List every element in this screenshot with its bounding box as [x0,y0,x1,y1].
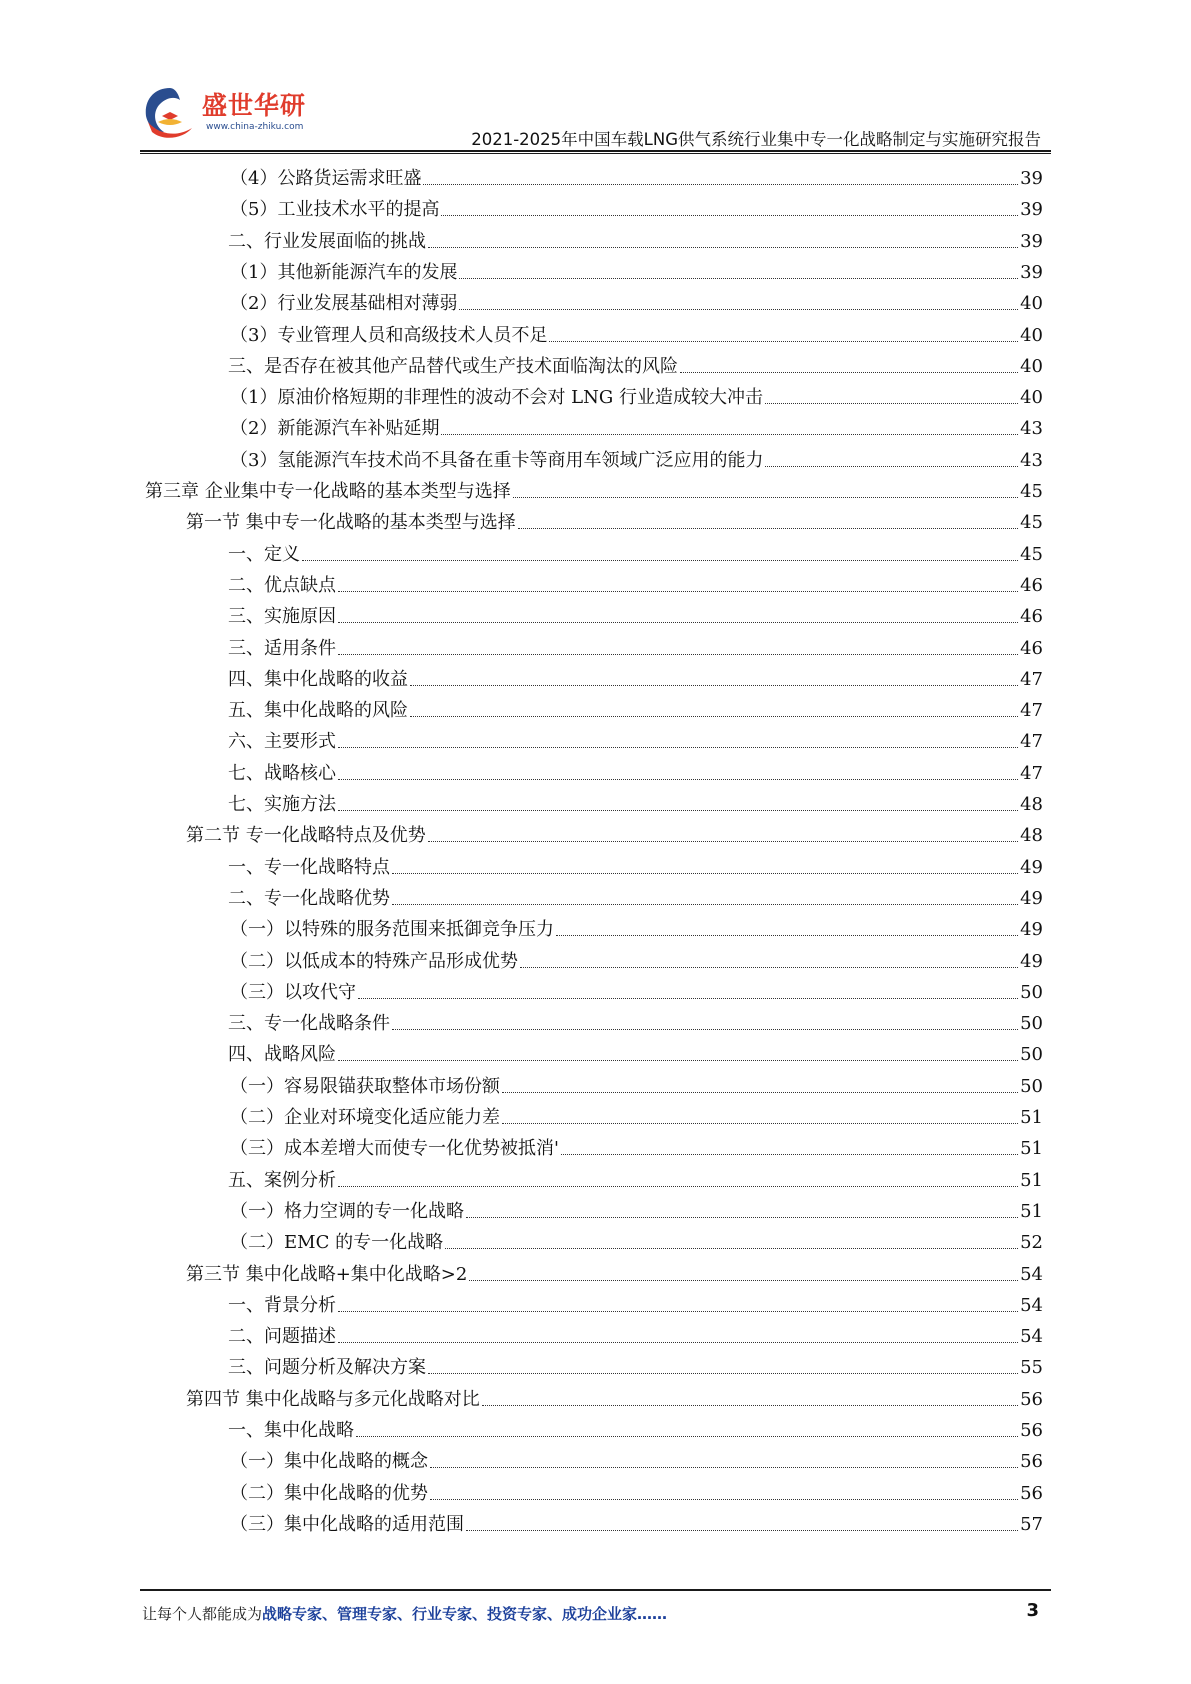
toc-entry-label: 一、背景分析 [228,1294,336,1316]
toc-leader-dots [338,1186,1018,1187]
toc-entry-label: 三、问题分析及解决方案 [228,1357,426,1379]
toc-entry-page: 46 [1020,637,1043,659]
toc-entry-label: 第三节 集中化战略+集中化战略>2 [186,1263,468,1285]
toc-entry[interactable] [228,1349,1043,1380]
toc-entry[interactable] [145,473,1043,504]
toc-entry-page: 39 [1020,199,1043,221]
toc-entry[interactable] [186,1256,1043,1287]
toc-entry-page: 47 [1020,700,1043,722]
toc-entry[interactable] [186,504,1043,535]
toc-entry-label: 二、专一化战略优势 [228,887,390,909]
toc-entry[interactable] [228,1162,1043,1193]
toc-entry-label: 四、战略风险 [228,1044,336,1066]
toc-entry-page: 50 [1020,981,1043,1003]
toc-leader-dots [338,810,1018,811]
logo-text: 盛世华研 [202,91,307,120]
toc-entry-page: 39 [1020,261,1043,283]
page-header [0,0,1191,160]
toc-entry[interactable] [230,317,1043,348]
toc-entry-label: 三、适用条件 [228,637,336,659]
toc-entry-page: 39 [1020,168,1043,189]
toc-leader-dots [338,779,1018,780]
toc-entry-label: 一、专一化战略特点 [228,856,390,878]
toc-entry[interactable] [228,223,1043,254]
toc-leader-dots [502,1123,1018,1124]
toc-entry-label: （3）氢能源汽车技术尚不具备在重卡等商用车领域广泛应用的能力 [230,449,764,471]
toc-entry[interactable] [230,943,1043,974]
toc-entry[interactable] [228,536,1043,567]
toc-entry[interactable] [228,755,1043,786]
toc-entry[interactable] [230,911,1043,942]
toc-leader-dots [338,622,1018,623]
toc-leader-dots [549,341,1018,342]
toc-leader-dots [358,998,1018,999]
toc-leader-dots [459,309,1018,310]
toc-leader-dots [410,685,1018,686]
toc-entry-page: 51 [1020,1200,1043,1222]
toc-entry[interactable] [230,442,1043,473]
toc-entry[interactable] [230,191,1043,222]
toc-entry[interactable] [230,1475,1043,1506]
toc-entry-page: 54 [1020,1294,1043,1316]
toc-leader-dots [423,184,1018,185]
toc-entry-page: 43 [1020,449,1043,471]
toc-entry-label: 七、战略核心 [228,762,336,784]
toc-entry-page: 40 [1020,387,1043,409]
toc-entry-page: 56 [1020,1451,1043,1473]
toc-entry-label: 第四节 集中化战略与多元化战略对比 [186,1388,480,1410]
toc-entry[interactable] [228,786,1043,817]
toc-entry-page: 55 [1020,1357,1043,1379]
logo-url: www.china-zhiku.com [206,122,304,132]
toc-entry-label: 七、实施方法 [228,794,336,815]
toc-leader-dots [469,1280,1018,1281]
header-divider [140,150,1051,152]
toc-entry[interactable] [228,849,1043,880]
toc-leader-dots [392,904,1018,905]
toc-entry[interactable] [230,974,1043,1005]
toc-entry-label: 二、优点缺点 [228,574,336,596]
toc-entry-label: 六、主要形式 [228,731,336,753]
toc-entry-label: （5）工业技术水平的提高 [230,199,440,221]
toc-leader-dots [466,1530,1018,1531]
toc-entry-label: （3）专业管理人员和高级技术人员不足 [230,324,548,346]
toc-entry[interactable] [186,817,1043,848]
toc-entry[interactable] [228,1318,1043,1349]
toc-leader-dots [338,591,1018,592]
toc-entry-page: 45 [1020,481,1043,502]
toc-entry-label: 三、是否存在被其他产品替代或生产技术面临淘汰的风险 [228,355,678,377]
toc-entry[interactable] [230,1224,1043,1255]
toc-entry-label: 一、定义 [228,543,300,565]
toc-entry-label: （二）以低成本的特殊产品形成优势 [230,950,518,972]
toc-leader-dots [338,1060,1018,1061]
toc-entry-label: （2）新能源汽车补贴延期 [230,418,440,440]
toc-entry-page: 43 [1020,418,1043,440]
toc-entry-page: 40 [1020,293,1043,315]
toc-leader-dots [518,528,1018,529]
toc-leader-dots [430,1467,1018,1468]
toc-entry[interactable] [186,1381,1043,1412]
toc-leader-dots [441,215,1018,216]
toc-entry-page: 46 [1020,606,1043,628]
toc-entry-label: （三）集中化战略的适用范围 [230,1513,464,1535]
toc-entry-page: 40 [1020,355,1043,377]
toc-leader-dots [338,654,1018,655]
toc-entry-label: （4）公路货运需求旺盛 [230,168,422,189]
toc-entry-page: 46 [1020,574,1043,596]
footer-slogan [142,1603,667,1624]
toc-entry-page: 49 [1020,887,1043,909]
toc-entry-page: 45 [1020,543,1043,565]
toc-entry[interactable] [230,1068,1043,1099]
toc-leader-dots [556,935,1018,936]
toc-entry-page: 56 [1020,1482,1043,1504]
toc-entry-page: 52 [1020,1232,1043,1254]
footer-divider [140,1589,1051,1591]
toc-entry-label: 一、集中化战略 [228,1420,354,1441]
toc-entry-label: （二）企业对环境变化适应能力差 [230,1107,500,1128]
toc-leader-dots [765,403,1018,404]
toc-entry-label: 第一节 集中专一化战略的基本类型与选择 [186,512,516,534]
toc-entry-label: （2）行业发展基础相对薄弱 [230,293,458,315]
toc-entry-label: 二、行业发展面临的挑战 [228,230,426,252]
toc-entry[interactable] [228,723,1043,754]
toc-leader-dots [356,1436,1018,1437]
toc-entry-label: （二）集中化战略的优势 [230,1482,428,1504]
toc-leader-dots [410,716,1018,717]
toc-entry-label: 五、案例分析 [228,1169,336,1191]
toc-entry-label: （一）格力空调的专一化战略 [230,1200,464,1222]
toc-leader-dots [338,1342,1018,1343]
toc-entry-page: 45 [1020,512,1043,534]
toc-leader-dots [680,372,1018,373]
toc-leader-dots [392,1029,1018,1030]
toc-entry-page: 56 [1020,1388,1043,1410]
toc-entry-page: 48 [1020,825,1043,847]
toc-entry-page: 56 [1020,1420,1043,1441]
toc-entry-label: 五、集中化战略的风险 [228,700,408,722]
toc-entry[interactable] [228,1036,1043,1067]
toc-entry-page: 47 [1020,731,1043,753]
toc-entry[interactable] [230,1506,1043,1537]
toc-entry[interactable] [228,880,1043,911]
toc-entry-label: （三）成本差增大而使专一化优势被抵消' [230,1138,559,1160]
toc-entry[interactable] [230,285,1043,316]
toc-entry[interactable] [228,598,1043,629]
company-logo [140,82,340,152]
toc-entry-page: 57 [1020,1513,1043,1535]
toc-entry[interactable] [228,567,1043,598]
toc-entry-label: （一）容易限锚获取整体市场份额 [230,1075,500,1097]
slogan-lead: 让每个人都能成为 [142,1605,263,1623]
toc-entry-page: 50 [1020,1075,1043,1097]
toc-leader-dots [441,434,1018,435]
toc-entry-page: 51 [1020,1169,1043,1191]
toc-leader-dots [765,466,1018,467]
toc-entry-label: （一）以特殊的服务范围来抵御竞争压力 [230,919,554,941]
toc-entry[interactable] [230,254,1043,285]
logo-emblem-icon [140,82,202,144]
toc-entry[interactable] [228,1005,1043,1036]
toc-leader-dots [459,278,1018,279]
toc-entry[interactable] [228,661,1043,692]
toc-entry[interactable] [230,1099,1043,1130]
toc-entry-page: 47 [1020,762,1043,784]
toc-entry[interactable] [230,160,1043,191]
toc-entry-label: 第三章 企业集中专一化战略的基本类型与选择 [145,481,511,502]
toc-entry-label: （二）EMC 的专一化战略 [230,1232,444,1254]
toc-entry[interactable] [230,1130,1043,1161]
toc-leader-dots [428,247,1018,248]
toc-entry-page: 51 [1020,1107,1043,1128]
toc-leader-dots [302,560,1018,561]
toc-leader-dots [513,497,1018,498]
toc-leader-dots [338,747,1018,748]
toc-entry-label: 四、集中化战略的收益 [228,668,408,690]
toc-entry[interactable] [228,348,1043,379]
toc-entry-label: （1）其他新能源汽车的发展 [230,261,458,283]
toc-leader-dots [392,873,1018,874]
toc-entry-page: 39 [1020,230,1043,252]
toc-leader-dots [561,1154,1018,1155]
toc-entry-label: 二、问题描述 [228,1326,336,1348]
page-number: 3 [1026,1600,1039,1621]
toc-entry-label: 三、专一化战略条件 [228,1013,390,1035]
toc-entry-page: 51 [1020,1138,1043,1160]
toc-entry[interactable] [228,692,1043,723]
toc-entry-label: 三、实施原因 [228,606,336,628]
toc-entry[interactable] [228,1412,1043,1443]
toc-leader-dots [430,1499,1018,1500]
toc-leader-dots [338,1311,1018,1312]
toc-leader-dots [466,1217,1018,1218]
toc-entry-page: 50 [1020,1013,1043,1035]
toc-entry-page: 40 [1020,324,1043,346]
toc-entry-label: （1）原油价格短期的非理性的波动不会对 LNG 行业造成较大冲击 [230,387,763,409]
toc-entry-page: 54 [1020,1263,1043,1285]
toc-leader-dots [520,967,1018,968]
toc-entry-page: 47 [1020,668,1043,690]
toc-leader-dots [428,841,1018,842]
toc-entry[interactable] [228,1287,1043,1318]
toc-leader-dots [428,1373,1018,1374]
toc-entry-page: 49 [1020,856,1043,878]
toc-leader-dots [502,1092,1018,1093]
toc-entry[interactable] [230,379,1043,410]
header-divider-thin [140,153,1051,154]
toc-entry[interactable] [228,630,1043,661]
slogan-highlight: 战略专家、管理专家、行业专家、投资专家、成功企业家…… [262,1605,668,1623]
report-title: 2021-2025年中国车载LNG供气系统行业集中专一化战略制定与实施研究报告 [471,130,1041,149]
toc-entry[interactable] [230,1443,1043,1474]
toc-leader-dots [482,1405,1018,1406]
toc-leader-dots [445,1248,1018,1249]
toc-entry-page: 54 [1020,1326,1043,1348]
toc-entry-page: 49 [1020,950,1043,972]
toc-entry-label: （一）集中化战略的概念 [230,1451,428,1473]
toc-entry-page: 49 [1020,919,1043,941]
toc-entry[interactable] [230,1193,1043,1224]
toc-entry[interactable] [230,410,1043,441]
toc-entry-page: 50 [1020,1044,1043,1066]
toc-entry-label: 第二节 专一化战略特点及优势 [186,825,426,847]
toc-entry-page: 48 [1020,794,1043,815]
toc-entry-label: （三）以攻代守 [230,981,356,1003]
